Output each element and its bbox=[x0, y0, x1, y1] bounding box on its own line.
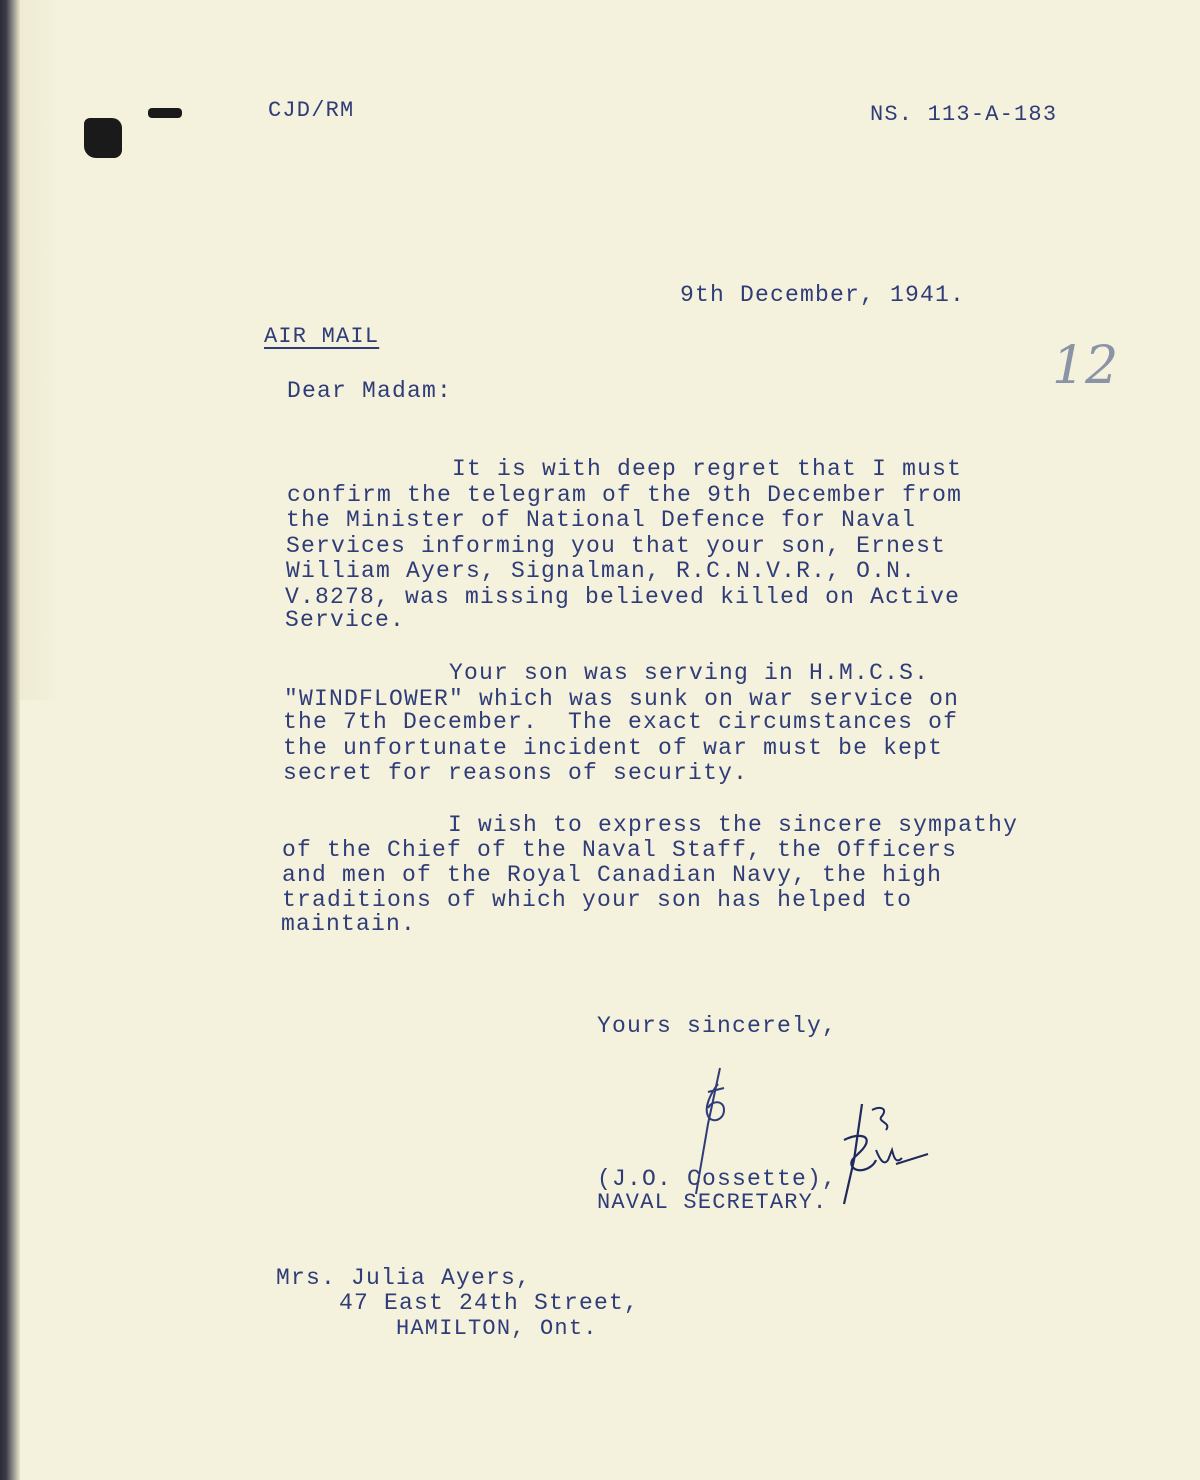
recipient-city: HAMILTON, Ont. bbox=[396, 1316, 598, 1341]
recipient-name: Mrs. Julia Ayers, bbox=[276, 1265, 532, 1291]
letter-date: 9th December, 1941. bbox=[680, 282, 966, 308]
paragraph-2-line-3: the 7th December. The exact circumstances of bbox=[283, 709, 959, 735]
paragraph-3-line-5: maintain. bbox=[281, 911, 417, 937]
paragraph-1-line-7: Service. bbox=[285, 607, 406, 633]
delivery-method: AIR MAIL bbox=[264, 324, 380, 349]
salutation: Dear Madam: bbox=[287, 378, 453, 404]
signatory-name: (J.O. Cossette), bbox=[597, 1166, 838, 1192]
reference-initials: CJD/RM bbox=[268, 98, 355, 123]
paragraph-1-line-2: confirm the telegram of the 9th December from bbox=[287, 482, 963, 508]
paragraph-1-line-1: It is with deep regret that I must bbox=[452, 456, 963, 482]
recipient-street: 47 East 24th Street, bbox=[339, 1290, 640, 1316]
paragraph-1-line-6: V.8278, was missing believed killed on Active bbox=[285, 584, 961, 610]
handwritten-initials-mark bbox=[836, 1100, 936, 1210]
paragraph-1-line-4: Services informing you that your son, Ernest bbox=[286, 533, 947, 559]
paragraph-2-line-2: "WINDFLOWER" which was sunk on war service on bbox=[284, 686, 960, 712]
paragraph-3-line-2: of the Chief of the Naval Staff, the Officers bbox=[282, 837, 958, 863]
paragraph-2-line-4: the unfortunate incident of war must be kept bbox=[283, 735, 944, 761]
file-number: NS. 113-A-183 bbox=[870, 102, 1058, 127]
paragraph-2-line-1: Your son was serving in H.M.C.S. bbox=[449, 660, 930, 686]
paragraph-3-line-4: traditions of which your son has helped to bbox=[282, 887, 913, 913]
paragraph-2-line-5: secret for reasons of security. bbox=[283, 760, 749, 786]
paragraph-1-line-3: the Minister of National Defence for Naval bbox=[286, 507, 917, 533]
paragraph-3-line-3: and men of the Royal Canadian Navy, the high bbox=[282, 862, 943, 888]
closing: Yours sincerely, bbox=[597, 1013, 838, 1039]
paragraph-1-line-5: William Ayers, Signalman, R.C.N.V.R., O.N. bbox=[286, 558, 917, 584]
signatory-title: NAVAL SECRETARY. bbox=[597, 1190, 828, 1215]
margin-note: 12 bbox=[1052, 336, 1119, 396]
paragraph-3-line-1: I wish to express the sincere sympathy bbox=[448, 812, 1019, 838]
